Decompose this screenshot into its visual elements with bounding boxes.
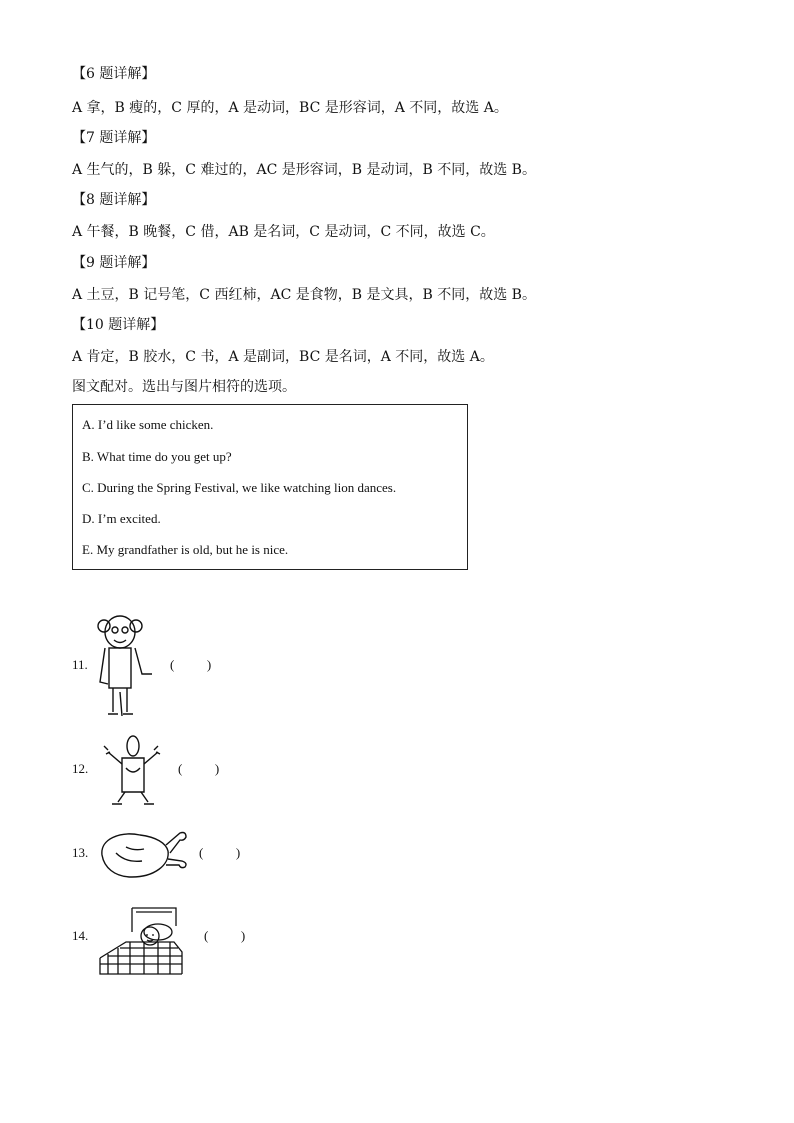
section-7-text: A 生气的，B 躲，C 难过的，AC 是形容词，B 是动词，B 不同，故选 B。	[72, 162, 536, 178]
section-10-heading: 【10 题详解】	[72, 317, 165, 333]
section-10-text: A 肯定，B 胶水，C 书，A 是副词，BC 是名词，A 不同，故选 A。	[72, 349, 494, 365]
excited-person-icon	[100, 734, 166, 810]
question-13-number: 13.	[72, 845, 89, 860]
section-6-text: A 拿，B 瘦的，C 厚的，A 是动词，BC 是形容词，A 不同，故选 A。	[72, 100, 508, 116]
child-in-bed-icon	[96, 902, 188, 976]
option-e: E. My grandfather is old, but he is nice.	[82, 542, 289, 557]
option-c: C. During the Spring Festival, we like watching lion dances.	[82, 480, 397, 495]
section-9-heading: 【9 题详解】	[72, 255, 156, 271]
roast-chicken-icon	[96, 825, 190, 883]
question-13-answer-blank[interactable]: ( )	[199, 845, 241, 860]
section-8-heading: 【8 题详解】	[72, 192, 156, 208]
option-a: A. I’d like some chicken.	[82, 417, 214, 432]
question-14-answer-blank[interactable]: ( )	[204, 928, 246, 943]
section-6-heading: 【6 题详解】	[72, 66, 156, 82]
options-box	[72, 404, 468, 570]
question-14-number: 14.	[72, 928, 89, 943]
option-b: B. What time do you get up?	[82, 449, 232, 464]
question-11-number: 11.	[72, 657, 88, 672]
option-d: D. I’m excited.	[82, 511, 161, 526]
question-12-number: 12.	[72, 761, 89, 776]
old-man-icon	[96, 612, 156, 718]
section-8-text: A 午餐，B 晚餐，C 借，AB 是名词，C 是动词，C 不同，故选 C。	[72, 224, 495, 240]
section-9-text: A 土豆，B 记号笔，C 西红柿，AC 是食物，B 是文具，B 不同，故选 B。	[72, 287, 536, 303]
question-12-answer-blank[interactable]: ( )	[178, 761, 220, 776]
matching-instruction: 图文配对。选出与图片相符的选项。	[72, 379, 296, 395]
question-11-answer-blank[interactable]: ( )	[170, 657, 212, 672]
section-7-heading: 【7 题详解】	[72, 130, 156, 146]
